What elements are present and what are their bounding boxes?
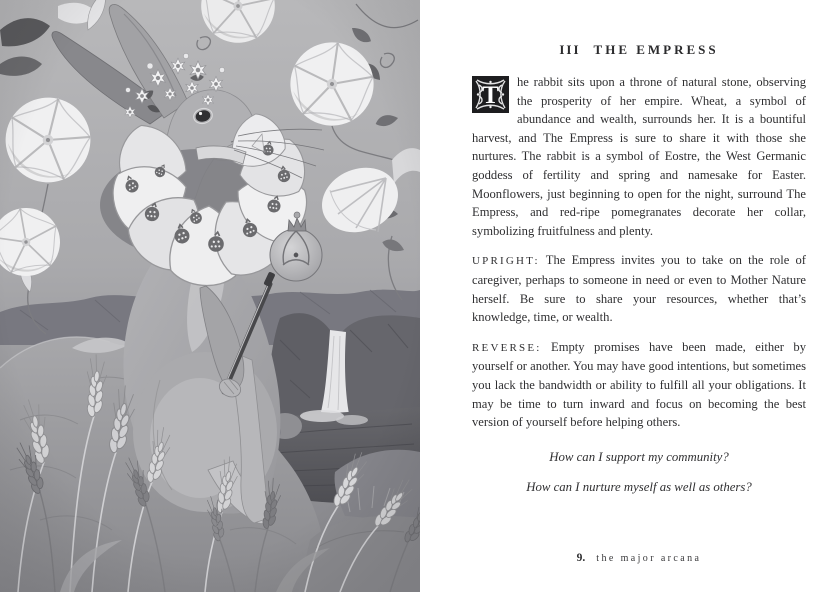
reverse-text: Empty promises have been made, either by yourself or another. You may have good intentions, but sometimes you lack the bandwidth or ability to fulfill all your obligations. It may be time to turn inward and focus on becoming the best version of yourself before helping others. [472,339,806,430]
upright-text: The Empress invites you to take on the role of caregiver, perhaps to someone in need or even to Mother Nature herself. Be sure to share your resources, whether that’s knowledge, time, or wealth. [472,253,806,325]
page-footer [472,548,806,566]
intro-text: he rabbit sits upon a throne of natural stone, observing the prosperity of her empire. Wheat, a symbol of abundance and wealth, surrounds her. It is a bountiful harvest, and The Empress is sure to share it with those she nurtures. The rabbit is a symbol of Eostre, the West Germanic goddess of fertility and spring and namesake for Easter. Moonflowers, just beginning to open for the night, surround The Empress, and red-ripe pomegranates decorate her collar, symbolizing fruitfulness and plenty. [472,75,806,238]
drop-cap-letter: T [482,82,499,109]
reflection-question-1: How can I support my community? [549,449,729,464]
chapter-title: THE EMPRESS [593,42,719,57]
text-column [472,0,806,496]
upright-paragraph [472,251,806,326]
reverse-paragraph [472,338,806,432]
intro-paragraph [472,73,806,240]
reverse-label: REVERSE: [472,341,542,354]
chapter-header [472,42,806,58]
page-number: 9. [576,552,586,564]
section-title: the major arcana [596,553,702,564]
upright-label: UPRIGHT: [472,255,540,268]
chapter-numeral: III [559,42,581,57]
reflection-question-2: How can I nurture myself as well as others? [526,479,752,494]
drop-cap [472,76,509,113]
